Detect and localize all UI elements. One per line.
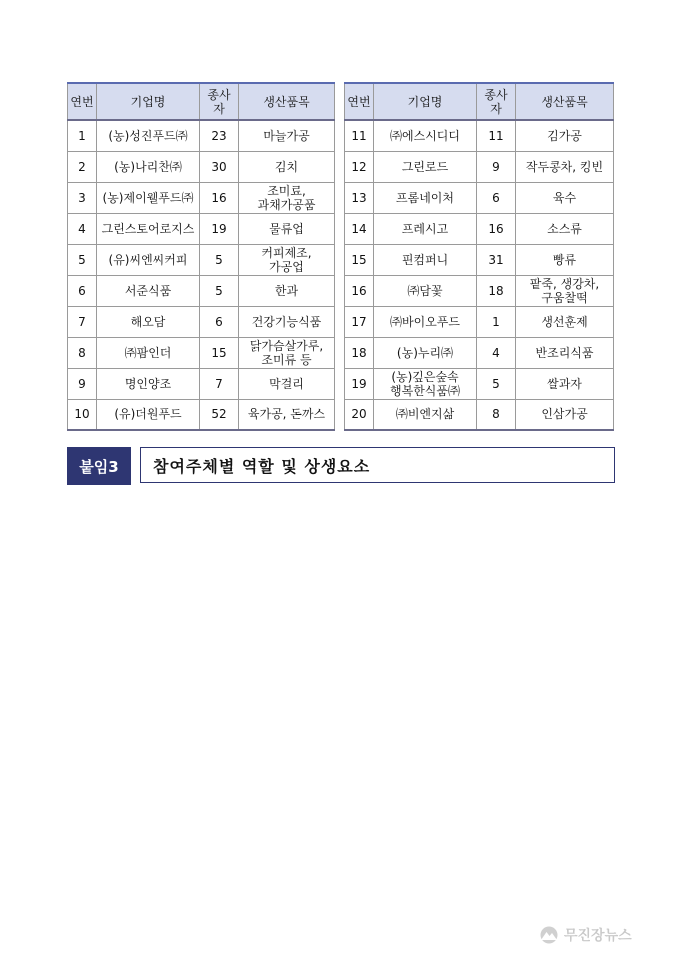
company-table-right [344, 82, 614, 431]
cell-serial: 6 [68, 275, 97, 306]
appendix-title: 참여주체별 역할 및 상생요소 [140, 447, 615, 483]
cell-products: 육가공, 돈까스 [239, 399, 335, 430]
cell-serial: 20 [345, 399, 374, 430]
cell-employees: 30 [200, 151, 239, 182]
cell-serial: 4 [68, 213, 97, 244]
header-products: 생산품목 [516, 83, 614, 120]
cell-products: 소스류 [516, 213, 614, 244]
cell-products: 한과 [239, 275, 335, 306]
cell-employees: 6 [200, 306, 239, 337]
appendix-badge: 붙임3 [67, 447, 131, 485]
cell-products: 물류업 [239, 213, 335, 244]
header-employees: 종사자 [477, 83, 516, 120]
table-header-row [345, 83, 614, 120]
cell-serial: 16 [345, 275, 374, 306]
header-products: 생산품목 [239, 83, 335, 120]
cell-employees: 1 [477, 306, 516, 337]
table-row [345, 244, 614, 275]
cell-company: (농)나리찬㈜ [97, 151, 200, 182]
cell-employees: 11 [477, 120, 516, 151]
cell-serial: 11 [345, 120, 374, 151]
cell-products: 마늘가공 [239, 120, 335, 151]
cell-company: ㈜에스시디디 [374, 120, 477, 151]
header-serial: 연번 [345, 83, 374, 120]
table-row [345, 337, 614, 368]
cell-company: ㈜비엔지삶 [374, 399, 477, 430]
watermark [538, 925, 632, 945]
table-row [68, 275, 335, 306]
cell-employees: 19 [200, 213, 239, 244]
cell-company: (농)성진푸드㈜ [97, 120, 200, 151]
cell-company: 프레시고 [374, 213, 477, 244]
cell-serial: 13 [345, 182, 374, 213]
cell-employees: 5 [477, 368, 516, 399]
cell-employees: 16 [477, 213, 516, 244]
cell-serial: 7 [68, 306, 97, 337]
table-row [345, 306, 614, 337]
cell-company: ㈜바이오푸드 [374, 306, 477, 337]
cell-employees: 15 [200, 337, 239, 368]
header-employees: 종사자 [200, 83, 239, 120]
cell-company: 프롬네이처 [374, 182, 477, 213]
cell-serial: 14 [345, 213, 374, 244]
table-row [345, 213, 614, 244]
mountain-logo-icon [538, 926, 560, 944]
cell-products: 막걸리 [239, 368, 335, 399]
cell-serial: 9 [68, 368, 97, 399]
cell-company: 서준식품 [97, 275, 200, 306]
cell-company: (농)깊은숲속 행복한식품㈜ [374, 368, 477, 399]
cell-employees: 16 [200, 182, 239, 213]
cell-serial: 10 [68, 399, 97, 430]
watermark-text: 무진장뉴스 [564, 928, 632, 944]
cell-employees: 52 [200, 399, 239, 430]
cell-employees: 4 [477, 337, 516, 368]
table-row [345, 120, 614, 151]
cell-employees: 9 [477, 151, 516, 182]
cell-products: 김가공 [516, 120, 614, 151]
cell-products: 작두콩차, 킹빈 [516, 151, 614, 182]
cell-employees: 5 [200, 275, 239, 306]
cell-serial: 18 [345, 337, 374, 368]
table-row [345, 399, 614, 430]
header-company: 기업명 [374, 83, 477, 120]
cell-serial: 3 [68, 182, 97, 213]
cell-company: ㈜담꽃 [374, 275, 477, 306]
cell-products: 쌀과자 [516, 368, 614, 399]
appendix-heading [67, 447, 617, 485]
table-row [345, 182, 614, 213]
table-row [345, 151, 614, 182]
cell-products: 인삼가공 [516, 399, 614, 430]
cell-employees: 18 [477, 275, 516, 306]
table-row [68, 337, 335, 368]
cell-company: 그린스토어로지스 [97, 213, 200, 244]
cell-employees: 23 [200, 120, 239, 151]
cell-employees: 8 [477, 399, 516, 430]
cell-company: 명인양조 [97, 368, 200, 399]
cell-company: ㈜팜인더 [97, 337, 200, 368]
cell-serial: 1 [68, 120, 97, 151]
cell-company: (농)누리㈜ [374, 337, 477, 368]
cell-products: 빵류 [516, 244, 614, 275]
cell-products: 건강기능식품 [239, 306, 335, 337]
cell-employees: 31 [477, 244, 516, 275]
cell-products: 생선훈제 [516, 306, 614, 337]
cell-company: (유)씨엔씨커피 [97, 244, 200, 275]
cell-company: 그린로드 [374, 151, 477, 182]
cell-company: (농)제이웰푸드㈜ [97, 182, 200, 213]
table-row [68, 120, 335, 151]
cell-serial: 5 [68, 244, 97, 275]
cell-company: 해오담 [97, 306, 200, 337]
table-row [68, 213, 335, 244]
cell-products: 조미료, 과채가공품 [239, 182, 335, 213]
cell-products: 팥죽, 생강차, 구움찰떡 [516, 275, 614, 306]
table-row [68, 151, 335, 182]
cell-employees: 7 [200, 368, 239, 399]
cell-company: 핀컴퍼니 [374, 244, 477, 275]
table-row [345, 368, 614, 399]
company-table-left [67, 82, 335, 431]
header-serial: 연번 [68, 83, 97, 120]
table-row [68, 182, 335, 213]
table-row [345, 275, 614, 306]
cell-serial: 19 [345, 368, 374, 399]
cell-serial: 15 [345, 244, 374, 275]
cell-products: 커피제조, 가공업 [239, 244, 335, 275]
cell-serial: 2 [68, 151, 97, 182]
table-header-row [68, 83, 335, 120]
cell-employees: 6 [477, 182, 516, 213]
cell-employees: 5 [200, 244, 239, 275]
cell-products: 김치 [239, 151, 335, 182]
table-row [68, 306, 335, 337]
cell-products: 반조리식품 [516, 337, 614, 368]
cell-products: 육수 [516, 182, 614, 213]
table-row [68, 399, 335, 430]
cell-serial: 12 [345, 151, 374, 182]
cell-products: 닭가슴살가루, 조미류 등 [239, 337, 335, 368]
table-row [68, 244, 335, 275]
cell-serial: 8 [68, 337, 97, 368]
table-row [68, 368, 335, 399]
cell-serial: 17 [345, 306, 374, 337]
header-company: 기업명 [97, 83, 200, 120]
cell-company: (유)더원푸드 [97, 399, 200, 430]
